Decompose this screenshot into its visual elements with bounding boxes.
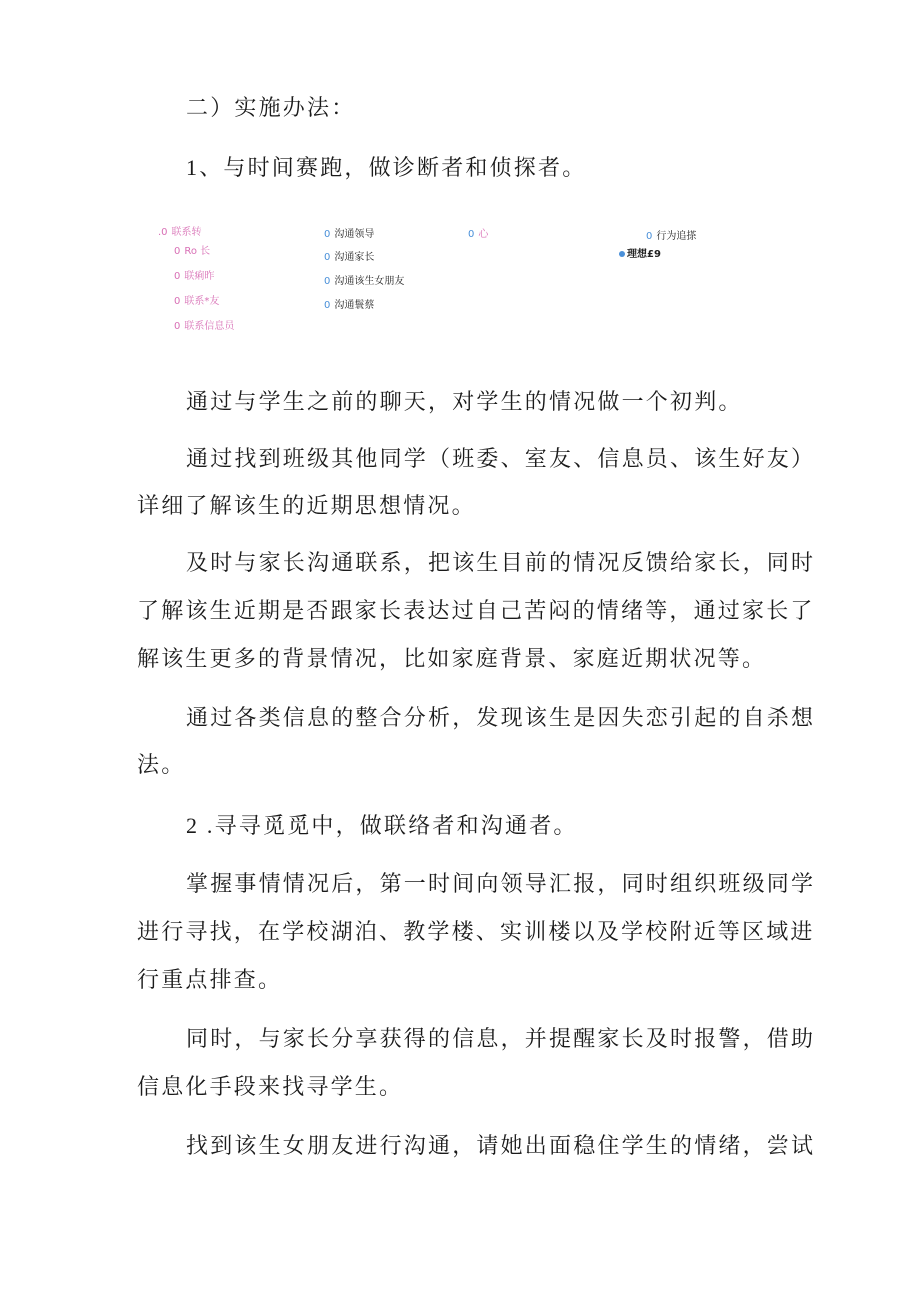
diagram-label: 理想£9 <box>627 249 661 260</box>
paragraph-line: 信息化手段来找寻学生。 <box>137 1075 404 1100</box>
section-heading: 二）实施办法： <box>186 96 356 121</box>
diagram-label: 行为追搽 <box>656 231 697 242</box>
diagram-label: 心 <box>478 229 489 240</box>
diagram-node <box>324 275 404 289</box>
diagram-bullet: 0 <box>468 229 475 240</box>
diagram-bullet: .0 <box>158 227 168 238</box>
diagram-node <box>324 251 374 265</box>
diagram-bullet: 0 <box>174 296 181 307</box>
diagram-node <box>174 245 210 259</box>
item1-heading: 1、与时间赛跑，做诊断者和侦探者。 <box>186 155 587 180</box>
paragraph-line: 了解该生近期是否跟家长表达过自己苦闷的情绪等，通过家长了 <box>137 599 815 624</box>
paragraph-line: 详细了解该生的近期思想情况。 <box>137 494 476 519</box>
paragraph-line: 及时与家长沟通联系，把该生目前的情况反馈给家长，同时 <box>186 551 816 576</box>
diagram-node <box>174 295 219 309</box>
diagram-label: 联痢昨 <box>184 271 215 282</box>
diagram-bullet: 0 <box>324 276 331 287</box>
paragraph-line: 找到该生女朋友进行沟通，请她出面稳住学生的情绪，尝试 <box>186 1134 816 1159</box>
diagram-label: Ro 长 <box>184 246 211 257</box>
paragraph-line: 同时，与家长分享获得的信息，并提醒家长及时报警，借助 <box>186 1027 816 1052</box>
diagram-node <box>619 248 661 262</box>
diagram-bullet: 0 <box>174 246 181 257</box>
mind-map-diagram <box>150 220 770 350</box>
diagram-bullet: 0 <box>174 271 181 282</box>
diagram-node <box>646 230 696 244</box>
diagram-node <box>324 228 374 242</box>
diagram-bullet: 0 <box>174 321 181 332</box>
paragraph-line: 行重点排查。 <box>137 968 283 993</box>
diagram-bullet: 0 <box>324 252 331 263</box>
diagram-label: 沟通鬟蔡 <box>334 300 375 311</box>
diagram-bullet: 0 <box>646 231 653 242</box>
diagram-node-root <box>158 226 202 240</box>
item2-heading: 2 .寻寻觅觅中，做联络者和沟通者。 <box>186 813 578 838</box>
paragraph-line: 通过与学生之前的聊天，对学生的情况做一个初判。 <box>186 390 743 415</box>
diagram-label: 沟通领导 <box>334 229 375 240</box>
diagram-label: 联系*友 <box>184 296 220 307</box>
diagram-label: 联系信息员 <box>184 321 235 332</box>
paragraph-line: 通过找到班级其他同学（班委、室友、信息员、该生好友） <box>186 447 816 472</box>
diagram-label: 沟通家长 <box>334 252 375 263</box>
diagram-node <box>174 320 234 334</box>
diagram-node <box>174 270 214 284</box>
diagram-node <box>324 299 374 313</box>
paragraph-line: 法。 <box>137 753 186 778</box>
dot-icon <box>619 251 625 257</box>
diagram-bullet: 0 <box>324 300 331 311</box>
diagram-label: 联系转 <box>171 227 202 238</box>
paragraph-line: 进行寻找，在学校湖泊、教学楼、实训楼以及学校附近等区域进 <box>137 920 815 945</box>
diagram-label: 沟通该生女朋友 <box>334 276 405 287</box>
diagram-bullet: 0 <box>324 229 331 240</box>
paragraph-line: 通过各类信息的整合分析，发现该生是因失恋引起的自杀想 <box>186 706 816 731</box>
paragraph-line: 掌握事情情况后，第一时间向领导汇报，同时组织班级同学 <box>186 872 816 897</box>
diagram-node <box>468 228 488 242</box>
paragraph-line: 解该生更多的背景情况，比如家庭背景、家庭近期状况等。 <box>137 647 767 672</box>
